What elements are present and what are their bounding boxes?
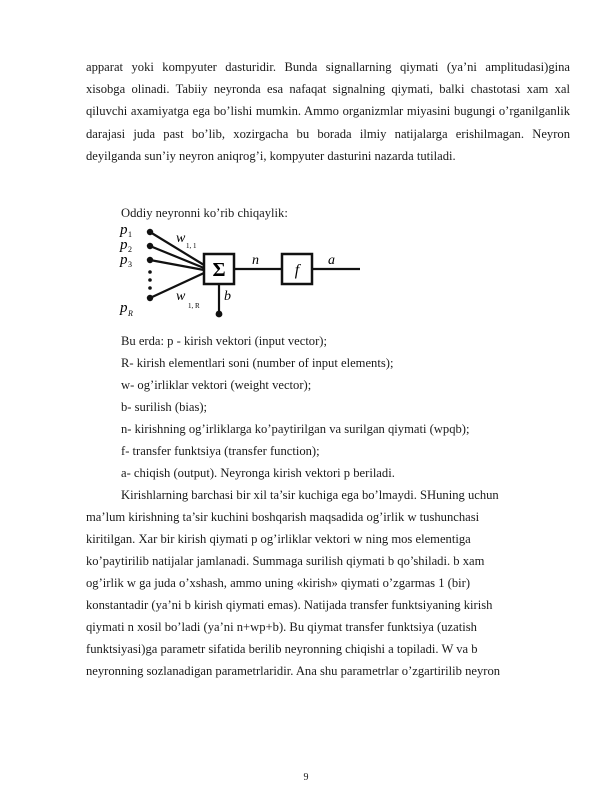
paragraph-2-line-1: Kirishlarning barchasi bir xil ta’sir kuchiga ega bo’lmaydi. SHuning uchun (121, 488, 499, 502)
input-sub-2: 2 (128, 245, 132, 254)
input-label-1: p (120, 222, 128, 238)
transfer-symbol: f (294, 262, 300, 279)
ellipsis-dot (148, 286, 152, 290)
definition-2: R- kirish elementlari soni (number of input elements); (121, 356, 394, 370)
input-sub-3: 3 (128, 260, 132, 269)
definition-5: n- kirishning og’irliklarga ko’paytirilgan va surilgan qiymati (wpqb); (121, 422, 470, 436)
weight-sub-top: 1, 1 (186, 242, 197, 250)
paragraph-2-line-3: kiritilgan. Xar bir kirish qiymati p og’irliklar vektori w ning mos elementiga (86, 532, 471, 546)
sum-symbol: Σ (212, 259, 226, 281)
paragraph-2-line-9: neyronning sozlanadigan parametrlaridir. Ana shu parametrlar o’zgartirilib neyron (86, 664, 501, 678)
bias-dot (216, 311, 223, 318)
paragraph-2-line-7: qiymati n xosil bo’ladi (ya’ni n+wp+b). Bu qiymat transfer funktsiya (uzatish (86, 620, 477, 634)
input-label-2: p (120, 237, 128, 253)
definition-6: f- transfer funktsiya (transfer function); (121, 444, 320, 458)
weight-sub-bottom: 1, R (188, 302, 200, 310)
ellipsis-dot (148, 278, 152, 282)
input-sub-1: 1 (128, 230, 132, 239)
definition-4: b- surilish (bias); (121, 400, 208, 414)
output-label: a (328, 253, 335, 268)
net-label: n (252, 253, 259, 268)
paragraph-2-line-2: ma’lum kirishning ta’sir kuchini boshqarish maqsadida og’irlik w tushunchasi (86, 510, 480, 524)
definition-1: Bu erda: p - kirish vektori (input vector); (121, 334, 327, 348)
definition-3: w- og’irliklar vektori (weight vector); (121, 378, 312, 392)
neuron-diagram (112, 220, 372, 325)
ellipsis-dot (148, 270, 152, 274)
paragraph-2-line-8: funktsiyasi)ga parametr sifatida berilib neyronning chiqishi a topiladi. W va b (86, 642, 478, 656)
weight-label-top: w (176, 231, 186, 246)
paragraph-2-line-6: konstantadir (ya’ni b kirish qiymati emas). Natijada transfer funktsiyaning kirish (86, 598, 493, 612)
intro-line: Oddiy neyronni ko’rib chiqaylik: (121, 206, 288, 220)
paragraph-2-line-5: og’irlik w ga juda o’xshash, ammo uning «kirish» qiymati o’zgarmas 1 (bir) (86, 576, 471, 590)
input-sub-R: R (128, 309, 133, 318)
page-number: 9 (303, 772, 309, 783)
bias-label: b (224, 289, 231, 304)
paragraph-intro: apparat yoki kompyuter dasturidir. Bunda signallarning qiymati (ya’ni amplitudasi)gina xisobga olinadi. Tabiiy neyronda esa nafaqat signalning qiymati, balki chastotasi xam xal qiluvchi axamiyatga ega bo’lishi mumkin. Ammo organizmlar miyasini bugungi o’rganilganlik darajasi juda past bo’lib, xozirgacha bu borada ilmiy natijalarga erishilmagan. Neyron deyilganda sun’iy neyron aniqrog’i, kompyuter dasturini nazarda tutiladi. (86, 60, 570, 163)
input-label-3: p (120, 252, 128, 268)
input-label-R: p (120, 300, 128, 316)
definition-7: a- chiqish (output). Neyronga kirish vektori p beriladi. (121, 466, 395, 480)
weight-label-bottom: w (176, 289, 186, 304)
paragraph-2-line-4: ko’paytirilib natijalar jamlanadi. Summaga surilish qiymati b qo’shiladi. b xam (86, 554, 485, 568)
